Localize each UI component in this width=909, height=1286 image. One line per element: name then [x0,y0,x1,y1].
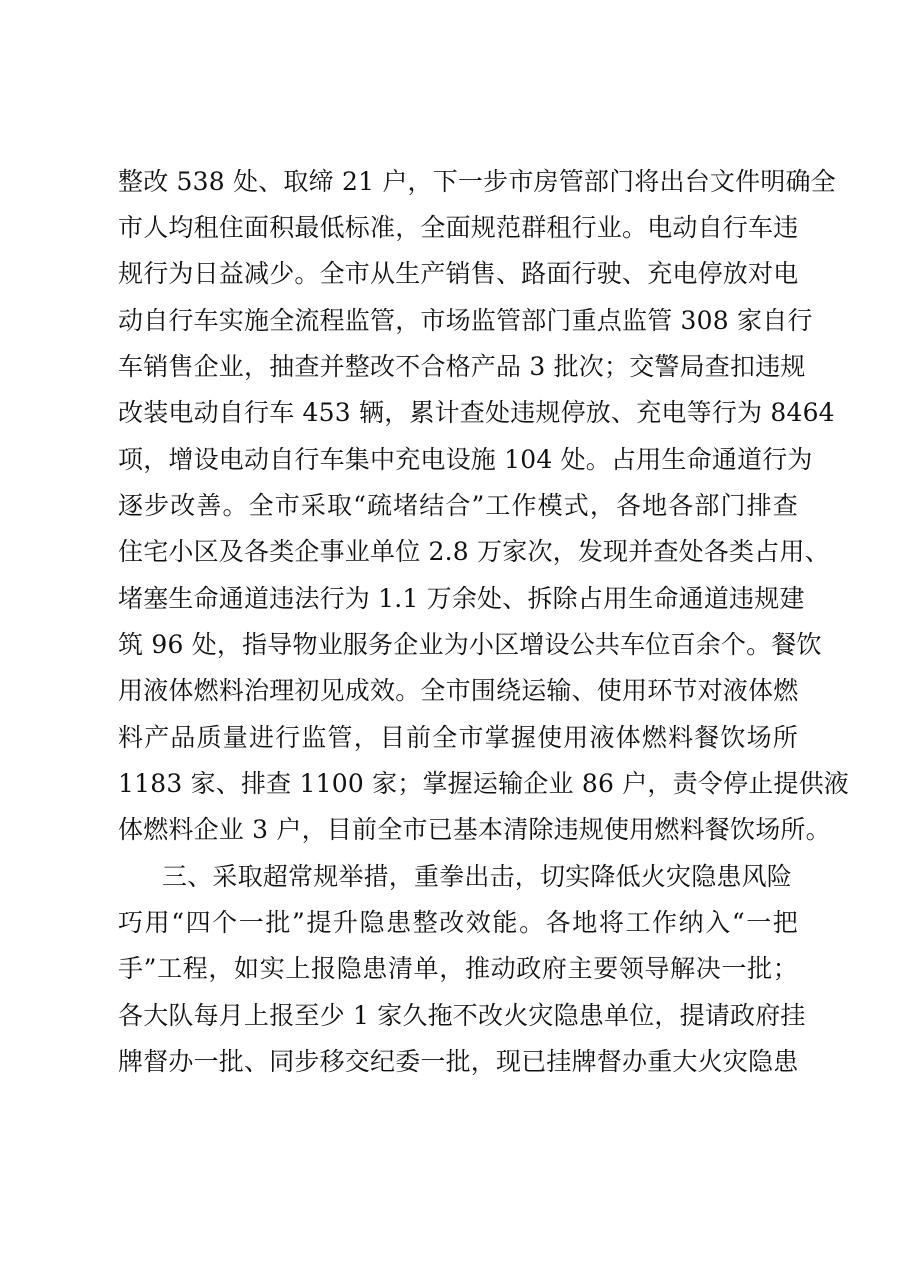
text-line: 住宅小区及各类企事业单位 2.8 万家次，发现并查处各类占用、 [118,537,830,566]
text-line: 牌督办一批、同步移交纪委一批，现已挂牌督办重大火灾隐患 [118,1047,799,1076]
text-line: 市人均租住面积最低标准，全面规范群租行业。电动自行车违 [118,213,799,242]
text-line: 整改 538 处、取缔 21 户，下一步市房管部门将出台文件明确全 [118,167,836,196]
text-line: 逐步改善。全市采取“疏堵结合”工作模式，各地各部门排查 [118,491,798,520]
text-line: 车销售企业，抽查并整改不合格产品 3 批次；交警局查扣违规 [118,352,806,381]
text-line: 各大队每月上报至少 1 家久拖不改火灾隐患单位，提请政府挂 [118,1001,806,1030]
text-line: 规行为日益减少。全市从生产销售、路面行驶、充电停放对电 [118,259,799,288]
text-line: 改装电动自行车 453 辆，累计查处违规停放、充电等行为 8464 [118,398,835,427]
text-line: 动自行车实施全流程监管，市场监管部门重点监管 308 家自行 [118,306,813,335]
section-heading: 三、采取超常规举措，重拳出击，切实降低火灾隐患风险 [162,862,793,891]
text-line: 堵塞生命通道违法行为 1.1 万余处、拆除占用生命通道违规建 [118,584,805,613]
text-line: 体燃料企业 3 户，目前全市已基本清除违规使用燃料餐饮场所。 [118,815,831,844]
text-line: 用液体燃料治理初见成效。全市围绕运输、使用环节对液体燃 [118,676,799,705]
text-line: 巧用“四个一批”提升隐患整改效能。各地将工作纳入“一把 [118,908,798,937]
text-line: 筑 96 处，指导物业服务企业为小区增设公共车位百余个。餐饮 [118,630,822,659]
text-line: 项，增设电动自行车集中充电设施 104 处。占用生命通道行为 [118,445,813,474]
text-line: 1183 家、排查 1100 家；掌握运输企业 86 户，责令停止提供液 [118,769,849,798]
text-line: 料产品质量进行监管，目前全市掌握使用液体燃料餐饮场所 [118,723,798,752]
text-line: 手”工程，如实上报隐患清单，推动政府主要领导解决一批； [118,954,798,983]
